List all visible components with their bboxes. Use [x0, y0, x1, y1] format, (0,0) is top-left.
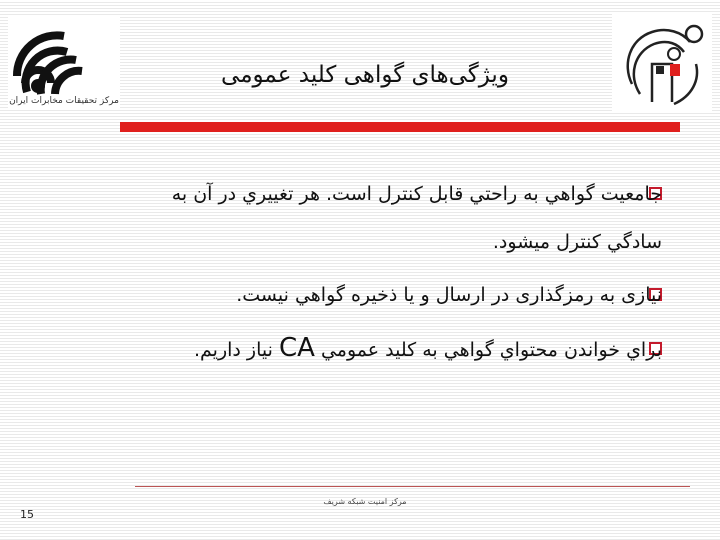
bullet-3-text-after: نياز داريم. [194, 339, 273, 361]
institute-logo-icon [612, 14, 712, 112]
institute-logo [612, 14, 712, 112]
logo-caption: مرکز تحقیقات مخابرات ایران [9, 96, 119, 106]
slide-title: ویژگی‌های گواهی کلید عمومی [221, 62, 509, 88]
footer-divider [135, 486, 690, 487]
bullet-2: نیازی به رمزگذاری در ارسال و یا ذخیره گواهي نیست. [236, 284, 662, 306]
itrc-logo [8, 16, 120, 108]
page-number: 15 [20, 508, 34, 521]
bullet-3 [102, 333, 662, 363]
footer-text: مرکز امنیت شبکه شریف [323, 497, 407, 506]
title-underline-bar [120, 122, 680, 132]
bullet-1-line-1: جامعيت گواهي به راحتي قابل کنترل است. هر تغييري در آن به [171, 183, 662, 205]
bullet-3-text-before: براي خواندن محتواي گواهي به کليد عمومي [320, 339, 662, 361]
bullet-1-line-2: سادگي کنترل ميشود. [492, 231, 662, 253]
wifi-signal-logo-icon [8, 16, 120, 96]
ca-label: CA [278, 333, 315, 363]
